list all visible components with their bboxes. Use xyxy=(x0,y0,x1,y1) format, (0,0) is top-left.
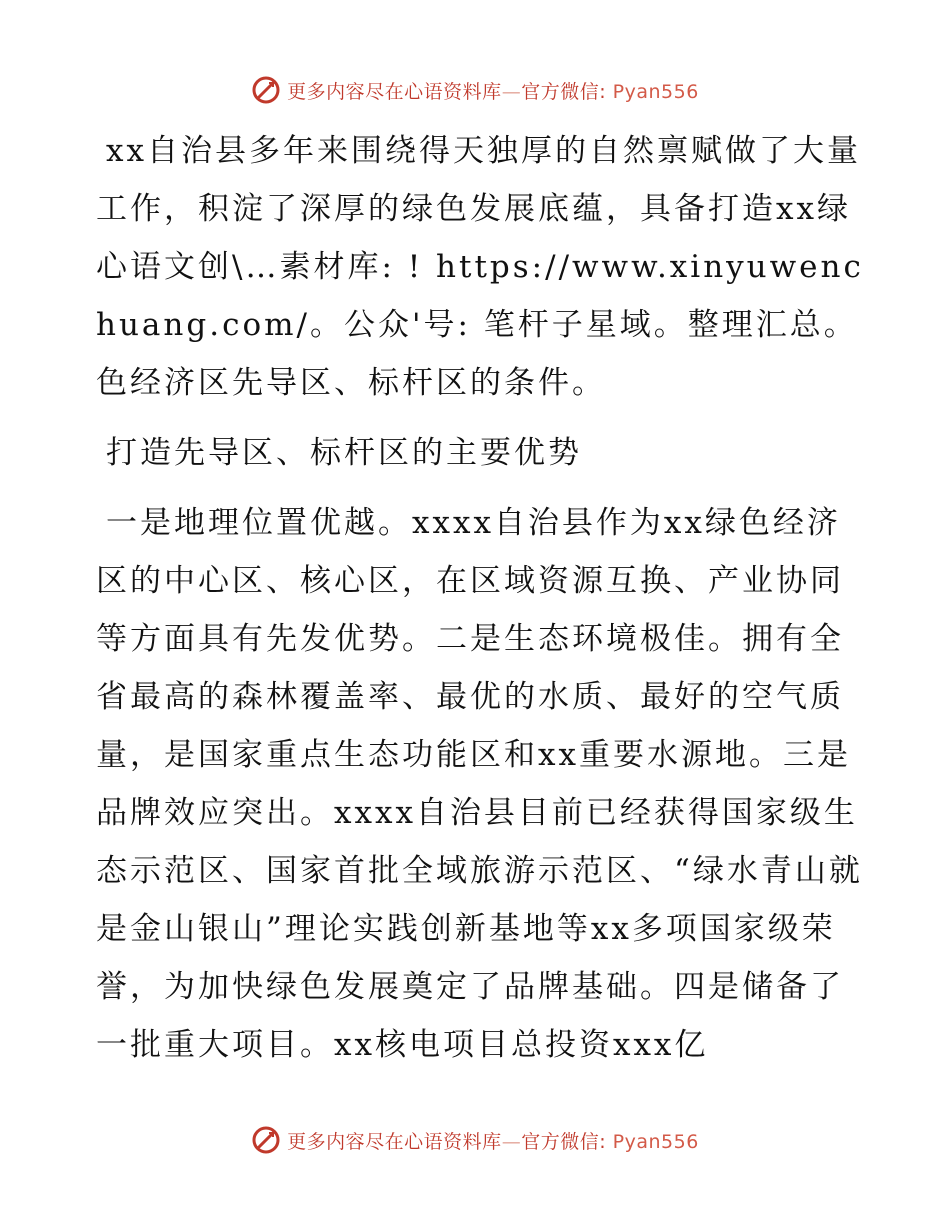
document-body xyxy=(96,122,866,1074)
logo-icon xyxy=(251,75,281,105)
paragraph-advantages: 一是地理位置优越。xxxx自治县作为xx绿色经济区的中心区、核心区，在区域资源互换、产业协同等方面具有先发优势。二是生态环境极佳。拥有全省最高的森林覆盖率、最优的水质、最好的空气质量，是国家重点生态功能区和xx重要水源地。三是品牌效应突出。xxxx自治县目前已经获得国家级生态示范区、国家首批全域旅游示范区、“绿水青山就是金山银山”理论实践创新基地等xx多项国家级荣誉，为加快绿色发展奠定了品牌基础。四是储备了一批重大项目。xx核电项目总投资xxx亿 xyxy=(96,505,863,1063)
section-heading: 打造先导区、标杆区的主要优势 xyxy=(106,435,582,471)
logo-icon xyxy=(251,1125,281,1155)
watermark-text: 更多内容尽在心语资料库—官方微信: Pyan556 xyxy=(287,80,699,103)
header-watermark xyxy=(0,70,950,110)
paragraph-intro: xx自治县多年来围绕得天独厚的自然禀赋做了大量工作，积淀了深厚的绿色发展底蕴，具备打造xx绿心语文创\…素材库: ! https://www.xinyuwenchuang.com/。公众'号: 笔杆子星域。整理汇总。色经济区先导区、标杆区的条件。 xyxy=(96,133,864,401)
footer-watermark xyxy=(0,1120,950,1160)
watermark-text: 更多内容尽在心语资料库—官方微信: Pyan556 xyxy=(287,1130,699,1153)
